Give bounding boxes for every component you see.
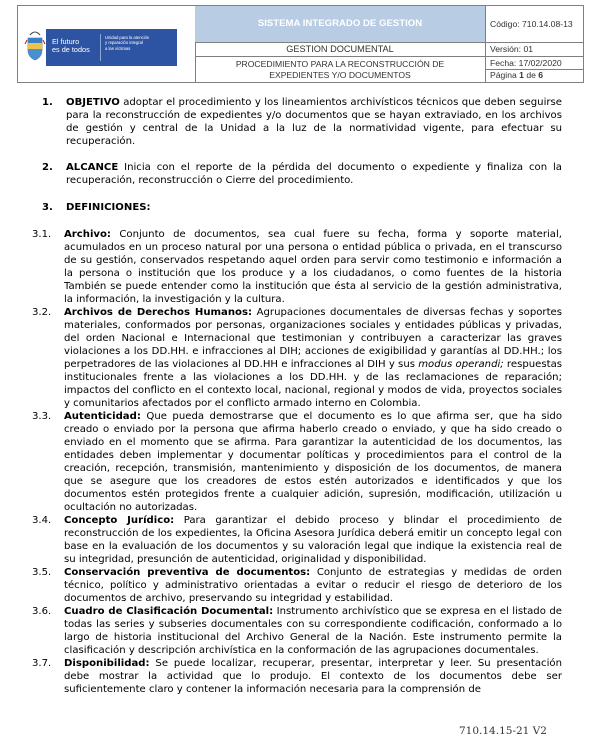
section-number: 1. bbox=[42, 97, 53, 108]
definition-item bbox=[32, 657, 562, 696]
section-number: 3. bbox=[42, 202, 53, 213]
definition-text: Conjunto de estrategias y medidas de orden técnico, político y administrativo orientadas a evitar o reducir el riesgo de deterioro de los documentos de archivo, preservando su integridad y estabilidad. bbox=[64, 567, 562, 604]
procedure-line: PROCEDIMIENTO PARA LA RECONSTRUCCIÓN DE bbox=[235, 59, 445, 69]
section-alcance bbox=[42, 161, 562, 187]
logo-main-text bbox=[52, 38, 90, 55]
document-header bbox=[17, 5, 584, 83]
definition-item bbox=[32, 605, 562, 657]
document-code: Código: 710.14.08-13 bbox=[486, 6, 584, 43]
definitions-list bbox=[32, 228, 562, 696]
logo-sub-line: a las víctimas bbox=[105, 45, 131, 51]
logo-divider bbox=[100, 34, 101, 61]
definition-number: 3.7. bbox=[32, 658, 52, 669]
definition-text: Para garantizar el debido proceso y blindar el procedimiento de reconstrucción de los expedientes, la Oficina Asesora Jurídica deberá emitir un concepto legal con base en la evaluación de los documentos y su valoración legal que indique la existencia real de su integridad, presunción de autenticidad, originalidad y disponibilidad. bbox=[64, 515, 562, 565]
definition-text: Agrupaciones documentales de diversas fechas y soportes materiales, conformados por personas, organizaciones sociales y entidades públicas y privadas, del orden Nacional e Internacional que testimonian y contribuyen a caracterizar las graves violaciones a los DD.HH. e infracciones al DIH; acciones de exigibilidad y garantías al DD.HH.; los perpetradores de las violaciones al DD.HH e infracciones al DIH y sus bbox=[64, 307, 563, 370]
page-total: 6 bbox=[538, 70, 544, 80]
definition-term: Cuadro de Clasificación Documental: bbox=[64, 606, 274, 617]
definition-text: Conjunto de documentos, sea cual fuere su fecha, forma y soporte material, acumulados en un proceso natural por una persona o entidad pública o privada, en el transcurso de su gestión, conservados respetando aquel orden para servir como testimonio e información a la persona o institución que los produce y a los ciudadanos, o como fuentes de la historia También se puede entender como la institución que ésta al servicio de la gestión administrativa, la información, la investigación y la cultura. bbox=[64, 229, 562, 305]
procedure-line: EXPEDIENTES Y/O DOCUMENTOS bbox=[269, 69, 411, 80]
definition-term: Archivo: bbox=[64, 229, 111, 240]
page-number bbox=[486, 70, 584, 82]
definition-text: Instrumento archivístico que se expresa en el listado de todas las series y subseries documentales con su correspondiente codificación, conformado a lo largo de historia institucional del Archivo General de la Nación. Este instrumento permite la clasificación y descripción archivística en la conformación de las agrupaciones documentales. bbox=[64, 606, 562, 656]
section-heading: OBJETIVO bbox=[66, 97, 120, 108]
document-body bbox=[32, 96, 563, 696]
logo-cell bbox=[18, 6, 196, 82]
definition-number: 3.1. bbox=[32, 229, 52, 240]
definition-number: 3.2. bbox=[32, 307, 52, 318]
logo-line: El futuro bbox=[52, 37, 80, 46]
section-text: adoptar el procedimiento y los lineamientos archivísticos técnicos que deben seguirse para la reconstrucción de expedientes y/o documentos que se hayan extraviado, en los archivos de gestión y central de la Unidad a la luz de la normatividad vigente, para efectuar su recuperación. bbox=[66, 97, 562, 147]
definition-term: Concepto Jurídico: bbox=[64, 515, 175, 526]
section-objetivo bbox=[42, 96, 562, 148]
definition-text: Que pueda demostrarse que el documento es lo que afirma ser, que ha sido creado o enviado por la persona que afirma haberlo creado o enviado, y que ha sido creado o enviado en el momento que se afirma. Para garantizar la autenticidad de los documentos, las entidades deben implementar y documentar políticas y procedimientos para el control de la creación, recepción, transmisión, mantenimiento y disposición de los documentos, de manera que se asegure que los creadores de estos estén autorizados e identificados y que los documentos estén protegidos frente a cualquier adición, supresión, modificación, utilización u ocultación no autorizadas. bbox=[64, 411, 562, 513]
definition-item bbox=[32, 410, 562, 514]
definition-term: Disponibilidad: bbox=[64, 658, 150, 669]
definition-item bbox=[32, 306, 562, 410]
section-definiciones bbox=[42, 201, 562, 214]
page-prefix: Página bbox=[490, 70, 520, 80]
system-title: SISTEMA INTEGRADO DE GESTION bbox=[195, 6, 485, 43]
logo-line: es de todos bbox=[52, 45, 90, 55]
definition-item bbox=[32, 566, 562, 605]
definition-text: Se puede localizar, recuperar, presentar, interpretar y leer. Su presentación debe mostrar la actividad que lo produjo. El contexto de los documentos debe ser suficientemente claro y contener la información necesaria para la comprensión de bbox=[64, 658, 562, 695]
definition-term: Autenticidad: bbox=[64, 411, 141, 422]
document-version: Versión: 01 bbox=[486, 43, 584, 57]
area-title: GESTION DOCUMENTAL bbox=[195, 43, 485, 57]
page-current: 1 bbox=[519, 70, 524, 80]
definition-item bbox=[32, 228, 562, 306]
definition-number: 3.3. bbox=[32, 411, 52, 422]
section-text: Inicia con el reporte de la pérdida del documento o expediente y finaliza con la recuperación, reconstrucción o Cierre del procedimiento. bbox=[66, 162, 562, 186]
coat-of-arms-icon bbox=[24, 26, 46, 66]
definition-term: Archivos de Derechos Humanos: bbox=[64, 307, 253, 318]
document-date: Fecha: 17/02/2020 bbox=[486, 57, 584, 70]
definition-term: Conservación preventiva de documentos: bbox=[64, 567, 311, 578]
logo-subtext bbox=[105, 35, 177, 51]
definition-italic: modus operandi; bbox=[418, 359, 504, 370]
definition-item bbox=[32, 514, 562, 566]
header-middle bbox=[195, 6, 485, 82]
definition-number: 3.4. bbox=[32, 515, 52, 526]
page-of: de bbox=[523, 70, 539, 80]
definition-text: respuestas institucionales frente a las violaciones a los DD.HH. y de las reclamaciones de reparación; impactos del conflicto en el contexto local, nacional, regional y modos de vida, proyectos sociales y comunitarios afectados por el conflicto armado interno en Colombia. bbox=[64, 359, 563, 409]
definition-number: 3.5. bbox=[32, 567, 52, 578]
header-metadata bbox=[485, 6, 583, 82]
section-heading: DEFINICIONES: bbox=[66, 202, 151, 213]
definition-number: 3.6. bbox=[32, 606, 52, 617]
institution-logo bbox=[25, 29, 177, 66]
procedure-title bbox=[195, 57, 485, 82]
footer-code: 710.14.15-21 V2 bbox=[459, 725, 547, 737]
section-number: 2. bbox=[42, 162, 53, 173]
logo-sub-line: Unidad para la atención bbox=[105, 35, 150, 40]
logo-sub-line: y reparación integral bbox=[105, 40, 143, 46]
section-heading: ALCANCE bbox=[66, 162, 119, 173]
